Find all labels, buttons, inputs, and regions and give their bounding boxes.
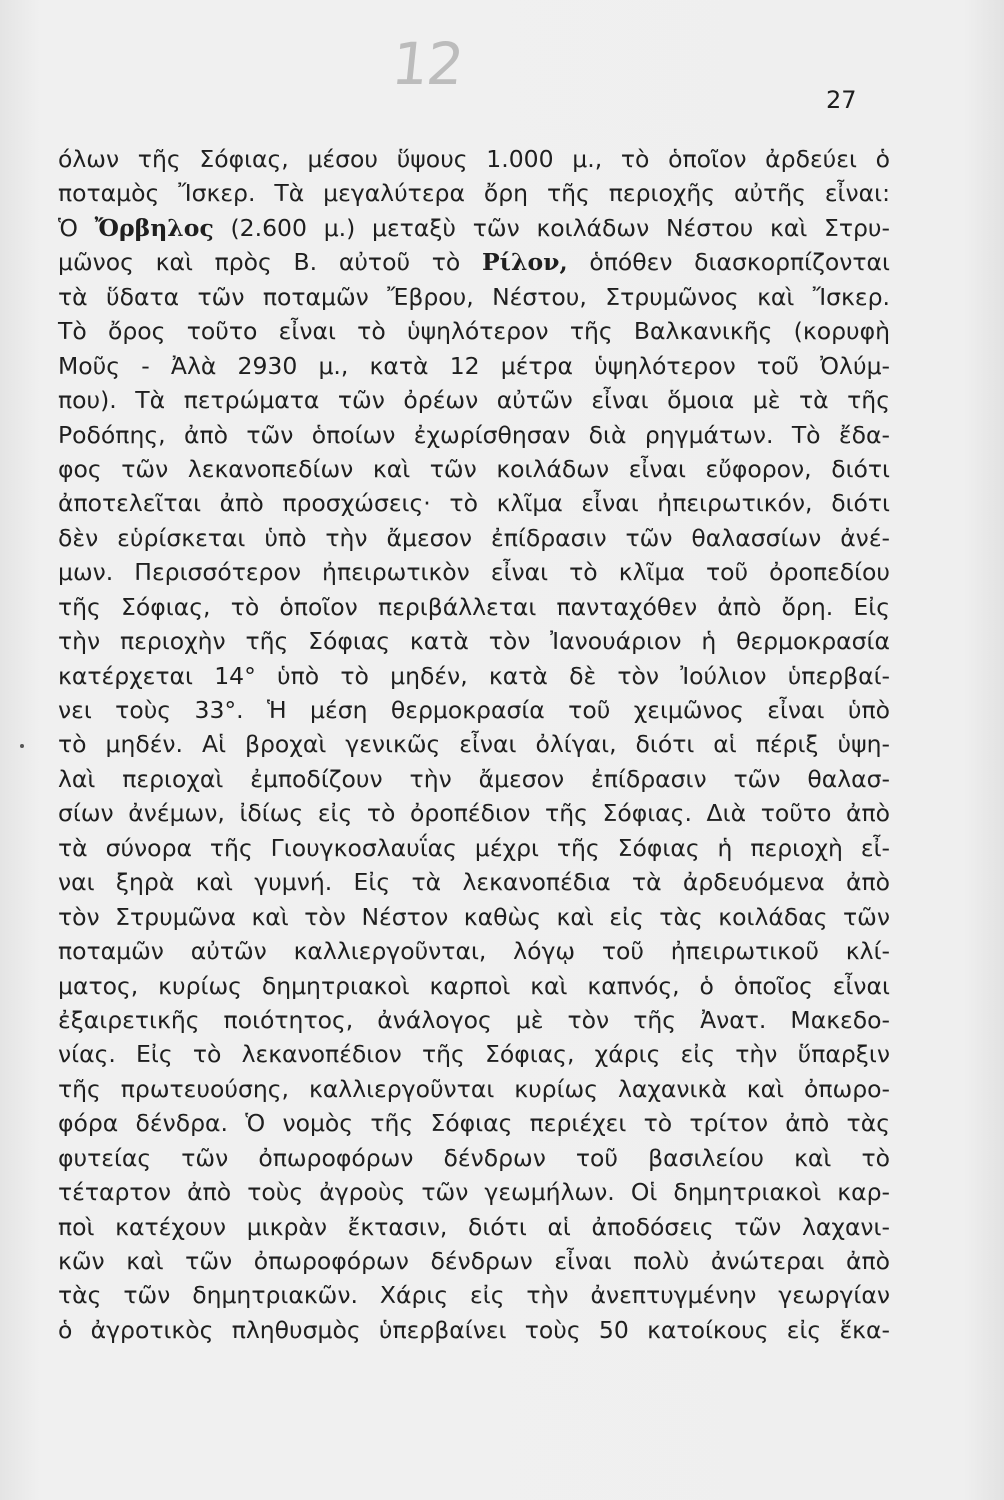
text-line — [58, 1003, 890, 1037]
text-line — [58, 1210, 890, 1244]
text-run: ποταμῶν αὐτῶν καλλιεργοῦνται, λόγῳ τοῦ ἠπειρωτικοῦ κλί- — [58, 937, 890, 966]
text-line — [58, 624, 890, 658]
text-run: ἐξαιρετικῆς ποιότητος, ἀνάλογος μὲ τὸν τῆς Ἀνατ. Μακεδο- — [58, 1005, 890, 1034]
text-line — [58, 796, 890, 830]
text-line — [58, 1278, 890, 1312]
bold-place-name: Ρίλον, — [481, 248, 568, 277]
text-line — [58, 349, 890, 383]
text-run: Ροδόπης, ἀπὸ τῶν ὁποίων ἐχωρίσθησαν διὰ ρηγμάτων. Τὸ ἔδα- — [58, 420, 890, 449]
text-line — [58, 1037, 890, 1071]
text-line — [58, 659, 890, 693]
text-run: φυτείας τῶν ὀπωροφόρων δένδρων τοῦ βασιλείου καὶ τὸ — [58, 1143, 890, 1172]
text-run: Μοῦς - Ἀλὰ 2930 μ., κατὰ 12 μέτρα ὑψηλότερον τοῦ Ὀλύμ- — [58, 351, 890, 380]
text-line — [58, 1072, 890, 1106]
text-run: Τὸ ὄρος τοῦτο εἶναι τὸ ὑψηλότερον τῆς Βαλκανικῆς (κορυφὴ — [58, 317, 890, 346]
text-run: κῶν καὶ τῶν ὀπωροφόρων δένδρων εἶναι πολὺ ἀνώτεραι ἀπὸ — [58, 1247, 890, 1275]
text-line — [58, 176, 890, 210]
text-line — [58, 555, 890, 589]
text-line — [58, 590, 890, 624]
text-line — [58, 1175, 890, 1209]
text-line — [58, 934, 890, 968]
text-line — [58, 418, 890, 452]
text-run: τέταρτον ἀπὸ τοὺς ἀγροὺς τῶν γεωμήλων. Οἱ δημητριακοὶ καρ- — [58, 1178, 890, 1207]
text-run: ποὶ κατέχουν μικρὰν ἔκτασιν, διότι αἱ ἀποδόσεις τῶν λαχανι- — [58, 1212, 890, 1241]
text-line — [58, 142, 890, 176]
text-run: δὲν εὑρίσκεται ὑπὸ τὴν ἄμεσον ἐπίδρασιν τῶν θαλασσίων ἀνέ- — [58, 523, 890, 552]
text-run: ματος, κυρίως δημητριακοὶ καρποὶ καὶ καπνός, ὁ ὁποῖος εἶναι — [58, 971, 890, 1000]
text-line — [58, 969, 890, 1003]
text-line — [58, 452, 890, 486]
text-run: νει τοὺς 33°. Ἡ μέση θερμοκρασία τοῦ χειμῶνος εἶναι ὑπὸ — [58, 696, 890, 724]
text-line — [58, 1106, 890, 1140]
text-run: ναι ξηρὰ καὶ γυμνή. Εἰς τὰ λεκανοπέδια τὰ ἀρδευόμενα ἀπὸ — [58, 868, 890, 897]
text-line — [58, 521, 890, 555]
text-run: ἀποτελεῖται ἀπὸ προσχώσεις· τὸ κλῖμα εἶναι ἠπειρωτικόν, διότι — [58, 489, 890, 518]
text-line — [58, 831, 890, 865]
text-run: Ὁ — [58, 213, 95, 242]
bold-place-name: Ὄρβηλος — [94, 213, 214, 242]
text-run: νίας. Εἰς τὸ λεκανοπέδιον τῆς Σόφιας, χάρις εἰς τὴν ὕπαρξιν — [58, 1040, 890, 1069]
text-run: φόρα δένδρα. Ὁ νομὸς τῆς Σόφιας περιέχει τὸ τρίτον ἀπὸ τὰς — [58, 1109, 890, 1138]
text-line — [58, 280, 890, 314]
text-run: ποταμὸς Ἴσκερ. Τὰ μεγαλύτερα ὄρη τῆς περιοχῆς αὐτῆς εἶναι: — [58, 179, 890, 208]
text-line — [58, 1244, 890, 1278]
text-run: όλων τῆς Σόφιας, μέσου ὕψους 1.000 μ., τὸ ὁποῖον ἀρδεύει ὁ — [58, 145, 890, 173]
text-run: τὰ σύνορα τῆς Γιουγκοσλαυΐας μέχρι τῆς Σόφιας ἡ περιοχὴ εἶ- — [58, 833, 890, 862]
text-run: μων. Περισσότερον ἠπειρωτικὸν εἶναι τὸ κλῖμα τοῦ ὀροπεδίου — [58, 558, 890, 587]
text-line — [58, 762, 890, 796]
text-run: τὸν Στρυμῶνα καὶ τὸν Νέστον καθὼς καὶ εἰς τὰς κοιλάδας τῶν — [58, 902, 890, 931]
text-line — [58, 900, 890, 934]
text-line — [58, 245, 890, 279]
text-run: τὴν περιοχὴν τῆς Σόφιας κατὰ τὸν Ἰανουάριον ἡ θερμοκρασία — [58, 627, 890, 656]
text-run: ὁπόθεν διασκορπίζονται — [567, 248, 890, 277]
text-run: φος τῶν λεκανοπεδίων καὶ τῶν κοιλάδων εἶναι εὔφορον, διότι — [58, 454, 890, 483]
text-run: σίων ἀνέμων, ἰδίως εἰς τὸ ὀροπέδιον τῆς Σόφιας. Διὰ τοῦτο ἀπὸ — [58, 799, 890, 828]
text-line — [58, 727, 890, 761]
handwritten-page-mark: 12 — [388, 30, 466, 98]
text-line — [58, 693, 890, 727]
text-line — [58, 1313, 890, 1347]
text-line — [58, 486, 890, 520]
text-run: τὰ ὕδατα τῶν ποταμῶν Ἔβρου, Νέστου, Στρυμῶνος καὶ Ἴσκερ. — [58, 282, 890, 311]
text-line — [58, 211, 890, 245]
text-run: (2.600 μ.) μεταξὺ τῶν κοιλάδων Νέστου καὶ Στρυ- — [213, 213, 890, 242]
text-run: τῆς πρωτευούσης, καλλιεργοῦνται κυρίως λαχανικὰ καὶ ὀπωρο- — [58, 1074, 890, 1103]
text-line — [58, 314, 890, 348]
text-line — [58, 383, 890, 417]
text-run: κατέρχεται 14° ὑπὸ τὸ μηδέν, κατὰ δὲ τὸν Ἰούλιον ὑπερβαί- — [58, 661, 890, 690]
text-run: τὸ μηδέν. Αἱ βροχαὶ γενικῶς εἶναι ὀλίγαι, διότι αἱ πέριξ ὑψη- — [58, 730, 890, 759]
page-number: 27 — [826, 86, 857, 114]
text-run: ὁ ἀγροτικὸς πληθυσμὸς ὑπερβαίνει τοὺς 50 κατοίκους εἰς ἕκα- — [58, 1315, 890, 1344]
text-run: λαὶ περιοχαὶ ἐμποδίζουν τὴν ἄμεσον ἐπίδρασιν τῶν θαλασ- — [58, 764, 890, 793]
text-line — [58, 865, 890, 899]
text-run: μῶνος καὶ πρὸς Β. αὐτοῦ τὸ — [58, 248, 482, 277]
text-run: που). Τὰ πετρώματα τῶν ὀρέων αὐτῶν εἶναι ὅμοια μὲ τὰ τῆς — [58, 386, 890, 415]
body-text — [58, 142, 890, 1347]
text-run: τὰς τῶν δημητριακῶν. Χάρις εἰς τὴν ἀνεπτυγμένην γεωργίαν — [58, 1281, 890, 1310]
text-run: τῆς Σόφιας, τὸ ὁποῖον περιβάλλεται πανταχόθεν ἀπὸ ὄρη. Εἰς — [58, 592, 890, 621]
text-line — [58, 1141, 890, 1175]
ink-speck — [20, 744, 24, 748]
